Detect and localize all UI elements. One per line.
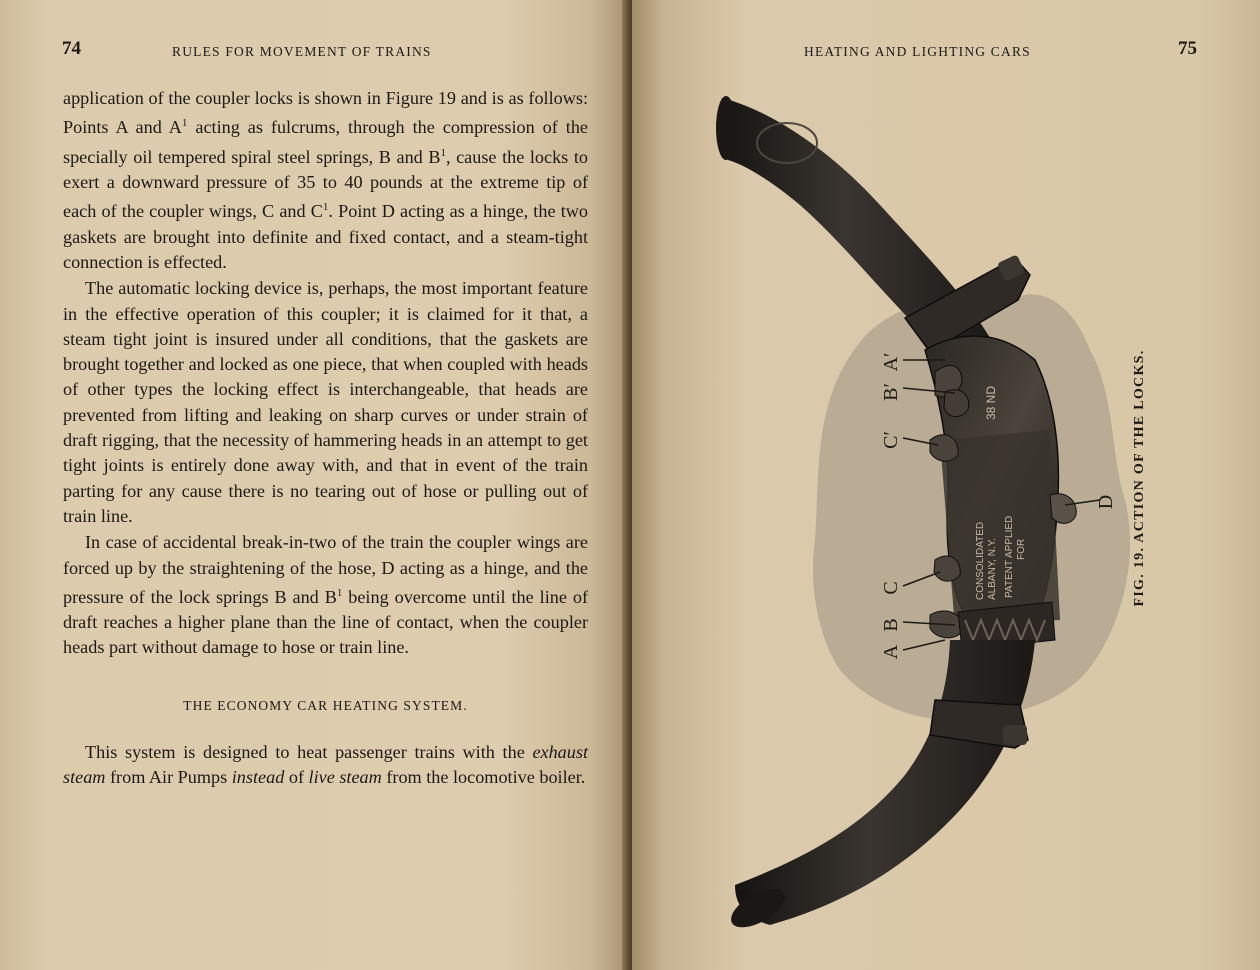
label-d: D [1095, 494, 1117, 510]
casting-text-2: ALBANY, N.Y. [987, 538, 998, 600]
paragraph-break-in-two: In case of accidental break-in-two of the train the coupler wings are forced up by the straightening of the hose, D acting as a hinge, and the pressure of the lock springs B and $B^1$ being overcome until the line of draft reaches a higher plane than the line of contact, when the coupler heads part without damage to hose or train line. [63, 532, 588, 658]
label-a-prime: A′ [880, 352, 902, 372]
label-c-prime: C′ [880, 431, 902, 449]
paragraph-coupler-locks: application of the coupler locks is shown in Figure 19 and is as follows: Points A and $A^1$ acting as fulcrums, through the compression of the specially oil tempered spiral steel springs, B and $B^1$, cause the locks to exert a downward pressure of 35 to 40 pounds at the extreme tip of each of the coupler wings, C and $C^1$. Point D acting as a hinge, the two gaskets are brought into definite and fixed contact, and a steam-tight connection is effected. [63, 88, 588, 272]
label-a: A [880, 644, 902, 660]
casting-text-1: CONSOLIDATED [975, 521, 986, 600]
casting-text-3: PATENT APPLIED [1004, 515, 1015, 598]
section-heading: THE ECONOMY CAR HEATING SYSTEM. [183, 697, 468, 713]
running-head: RULES FOR MOVEMENT OF TRAINS [172, 44, 432, 59]
lower-clamp-bolt-icon [1003, 725, 1027, 745]
wing-c-prime-icon [930, 435, 958, 461]
running-head: HEATING AND LIGHTING CARS [804, 44, 1031, 59]
label-b: B [880, 618, 902, 632]
label-c: C [880, 581, 902, 595]
wing-a-icon [934, 556, 960, 581]
coupler-body-icon [940, 430, 1060, 628]
paragraph-automatic-locking: The automatic locking device is, perhaps, the most important feature in the effective operation of this coupler; it is claimed for it that, a steam tight joint is insured under all conditions, that the gaskets are brought together and locked as one piece, that when coupled with heads of other types the locking effect is interchangeable, that heads are prevented from lifting and leaking on sharp curves or under strain of draft rigging, that the necessity of hammering heads in an attempt to get tight joints is entirely done away with, and that in event of the train parting for any cause there is no tearing out of hose or pulling out of train line. [63, 278, 588, 526]
hose-end-icon [716, 96, 736, 160]
page-number: 75 [1178, 38, 1197, 59]
paragraph-economy-system: This system is designed to heat passenger trains with the exhaust steam from Air Pumps instead of live steam from the locomotive boiler. [63, 742, 588, 788]
figure-caption: FIG. 19. ACTION OF THE LOCKS. [1132, 349, 1147, 607]
label-b-prime: B′ [880, 383, 902, 401]
casting-text-5: 38 ND [984, 385, 998, 420]
casting-text-4: FOR [1016, 538, 1027, 560]
page-number: 74 [62, 38, 81, 59]
wing-b-prime-icon [944, 390, 969, 417]
